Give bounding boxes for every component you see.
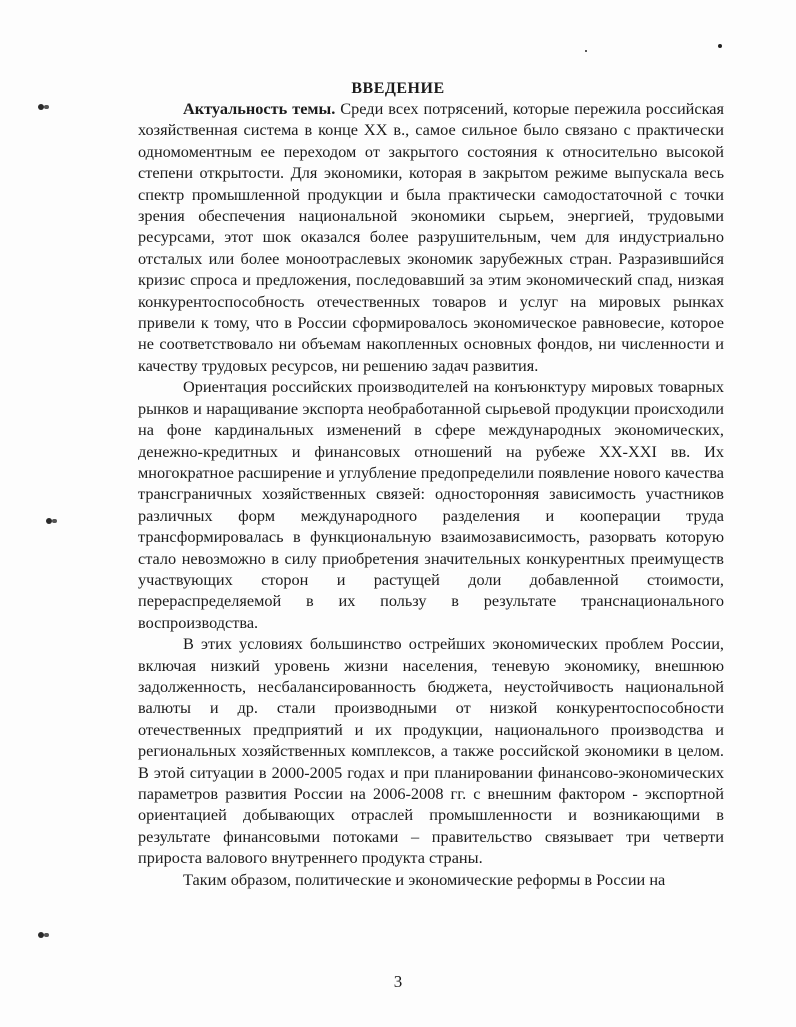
punch-mark-bottom [38, 932, 44, 938]
paragraph-text: Таким образом, политические и экономические реформы в России на [183, 869, 666, 889]
paragraph-text: В этих условиях большинство острейших экономических проблем России, включая низкий уровень жизни населения, теневую экономику, внешнюю задолженность, несбалансированность бюджета, неустойчивость национальной валюты и др. стали производными от низкой конкурентоспособности отечественных предприятий и их продукции, национального производства и региональных хозяйственных комплексов, а также российской экономики в целом. В этой ситуации в 2000-2005 годах и при планировании финансово-экономических параметров развития России на 2006-2008 гг. с внешним фактором - экспортной ориентацией добывающих отраслей промышленности и возникающими в результате финансовыми потоками – правительство связывает три четверти прироста валового внутреннего продукта страны. [138, 634, 724, 868]
document-title: ВВЕДЕНИЕ [351, 80, 445, 97]
paragraph-lead: Актуальность темы. [183, 99, 336, 118]
paragraph-text: Ориентация российских производителей на конъюнктуру мировых товарных рынков и наращивание экспорта необработанной сырьевой продукции происходили на фоне кардинальных изменений в сфере международных экономических, денежно-кредитных и финансовых отношений на рубеже XX-XXI вв. Их многократное расширение и углубление предопределили появление нового качества трансграничных хозяйственных связей: односторонняя зависимость участников различных форм международного разделения и кооперации труда трансформировалась в функциональную взаимозависимость, разорвать которую стало невозможно в силу приобретения значительных конкурентных преимуществ участвующих сторон и растущей доли добавленной стоимости, перераспределяемой в их пользу в результате транснационального воспроизводства. [138, 377, 724, 632]
punch-mark-top [38, 104, 44, 110]
paragraph-text: Среди всех потрясений, которые пережила российская хозяйственная система в конце XX в., самое сильное было связано с практически одномоментным ее переходом от закрытого состояния к относительно высокой степени открытости. Для экономики, которая в закрытом режиме выпускала весь спектр промышленной продукции и была практически самодостаточной с точки зрения обеспечения национальной экономики сырьем, энергией, трудовыми ресурсами, этот шок оказался более разрушительным, чем для индустриально отсталых или более моноотраслевых экономик зарубежных стран. Разразившийся кризис спроса и предложения, последовавший за этим экономический спад, низкая конкурентоспособность отечественных товаров и услуг на мировых рынках привели к тому, что в России сформировалось экономическое равновесие, которое не соответствовало ни объемам накопленных основных фондов, ни численности и качеству трудовых ресурсов, ни решению задач развития. [138, 99, 724, 375]
punch-mark-middle [46, 518, 52, 524]
scan-speck [585, 50, 587, 52]
paragraph [138, 376, 724, 633]
document-body [138, 98, 724, 890]
paragraph [138, 633, 724, 868]
scan-speck [718, 44, 722, 48]
paragraph [138, 98, 724, 376]
paragraph [138, 869, 724, 890]
page-number: 3 [393, 972, 403, 991]
